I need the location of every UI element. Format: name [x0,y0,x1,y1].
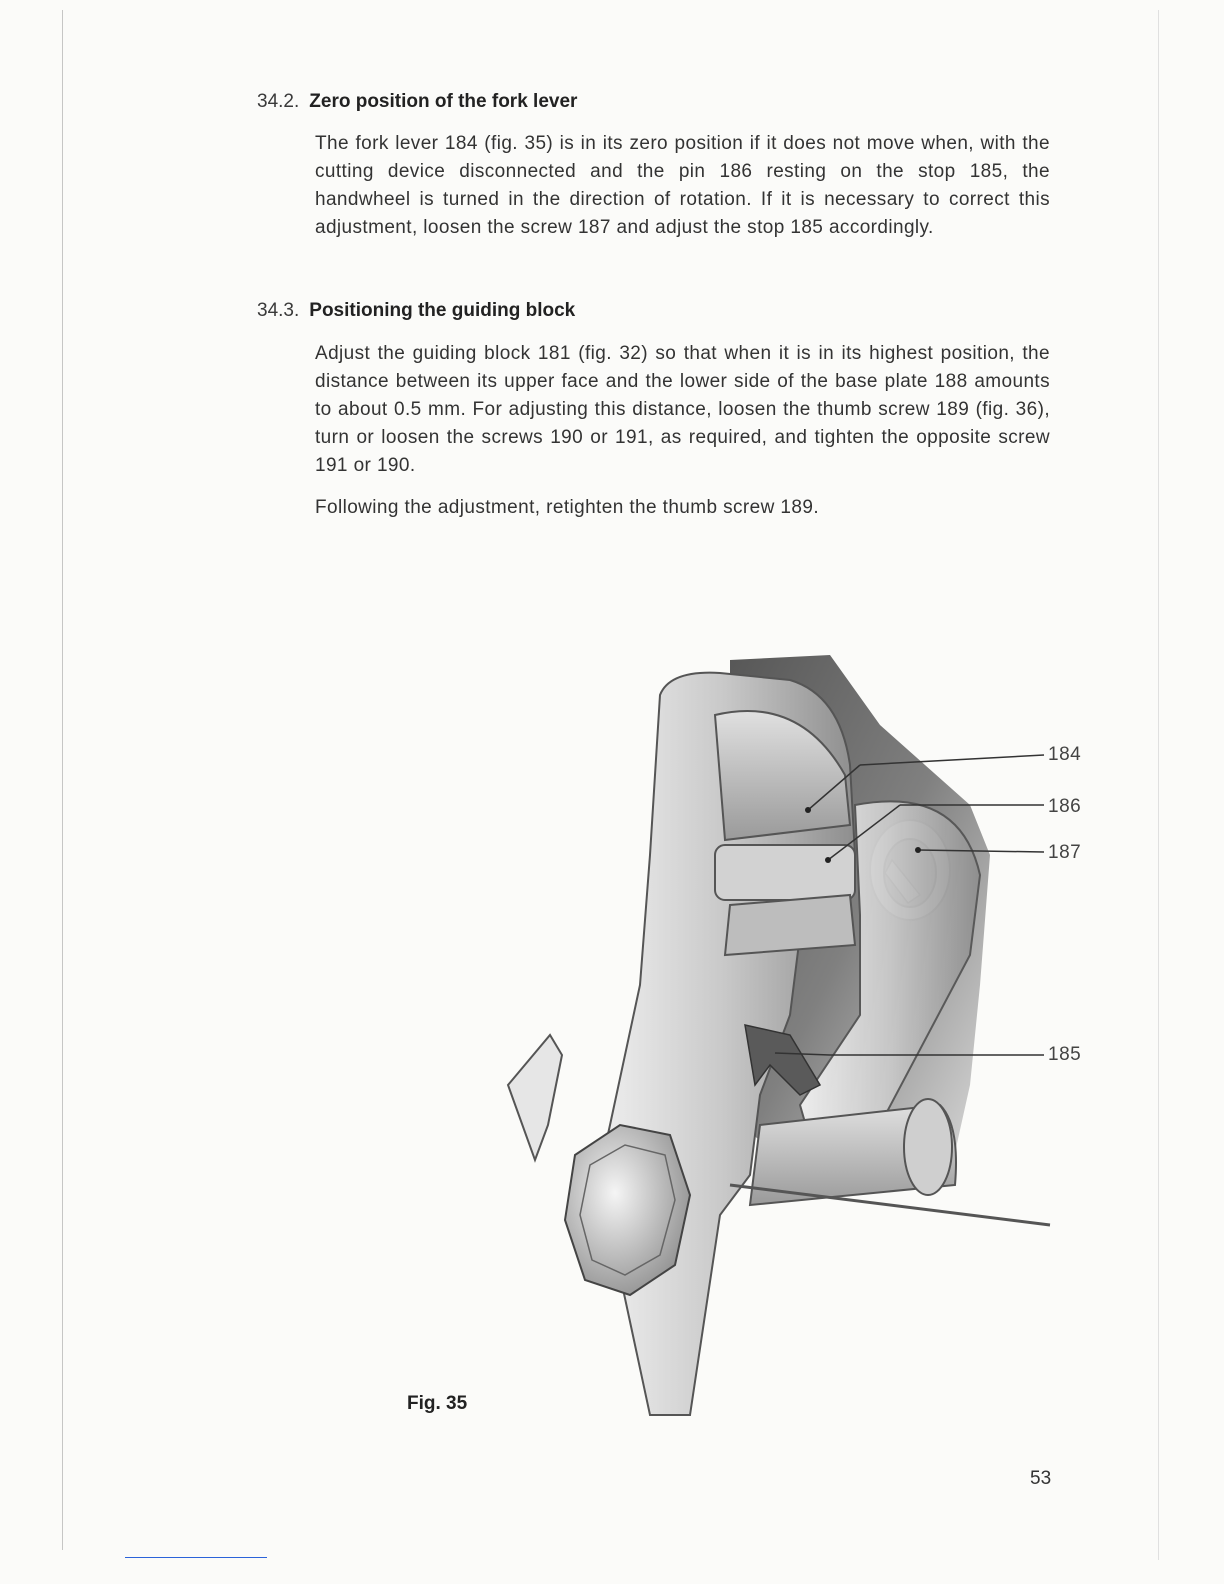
section-number: 34.2. [257,91,300,112]
section-heading-34-2 [257,90,577,114]
section-paragraph: Adjust the guiding block 181 (fig. 32) so that when it is in its highest position, the distance between its upper face and the lower side of the base plate 188 amounts to about 0.5 mm. For adjusting this distance, loosen the thumb screw 189 (fig. 36), turn or loosen the screws 190 or 191, as required, and tighten the opposite screw 191 or 190. [315,343,1050,476]
section-title: Positioning the guiding block [309,300,576,321]
callout-187: 187 [1048,842,1082,863]
page-edge-right [1158,10,1159,1560]
figure-caption: Fig. 35 [407,1393,468,1414]
callout-186: 186 [1048,796,1082,817]
section-paragraph: Following the adjustment, retighten the thumb screw 189. [315,497,819,518]
section-paragraph: The fork lever 184 (fig. 35) is in its zero position if it does not move when, with the cutting device disconnected and the pin 186 resting on the stop 185, the handwheel is turned in the direction of rotation. If it is necessary to correct this adjustment, loosen the screw 187 and adjust the stop 185 accordingly. [315,133,1050,238]
section-heading-34-3 [257,299,575,323]
callout-184: 184 [1048,744,1082,765]
section-title: Zero position of the fork lever [309,91,578,112]
page-number: 53 [1030,1468,1052,1489]
figure-35-illustration [500,655,1100,1425]
section-number: 34.3. [257,300,300,321]
callout-185: 185 [1048,1044,1082,1065]
bottom-rule [125,1557,267,1558]
page-edge-left [62,10,63,1550]
fork-lever-drawing [500,655,1100,1425]
